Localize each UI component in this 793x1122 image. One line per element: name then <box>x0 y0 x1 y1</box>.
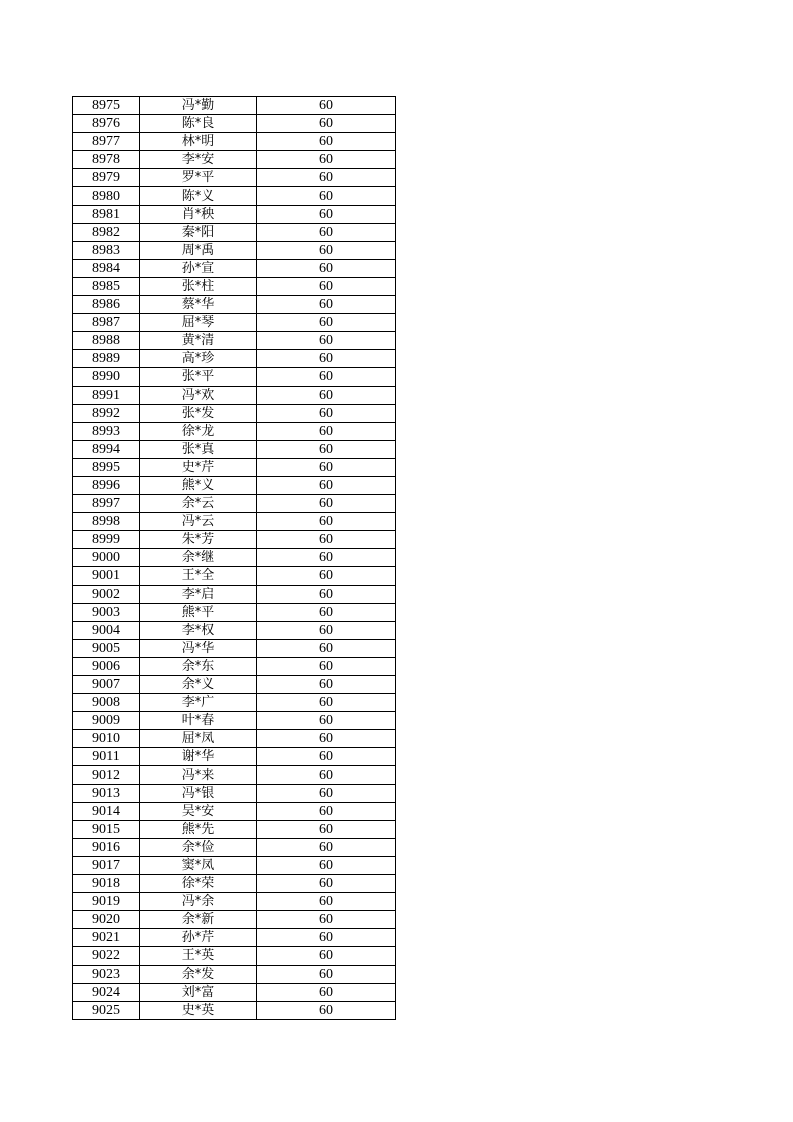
row-number-cell: 8980 <box>73 187 140 205</box>
table-row <box>73 259 396 277</box>
row-number-cell: 8992 <box>73 404 140 422</box>
row-number-cell: 8983 <box>73 241 140 259</box>
table-row <box>73 603 396 621</box>
name-cell: 罗*平 <box>140 169 257 187</box>
table-row <box>73 657 396 675</box>
name-cell: 冯*华 <box>140 639 257 657</box>
table-row <box>73 513 396 531</box>
amount-cell: 60 <box>257 676 396 694</box>
table-row <box>73 567 396 585</box>
table-row <box>73 476 396 494</box>
row-number-cell: 8991 <box>73 386 140 404</box>
amount-cell: 60 <box>257 314 396 332</box>
table-row <box>73 296 396 314</box>
table-row <box>73 495 396 513</box>
row-number-cell: 8995 <box>73 458 140 476</box>
table-row <box>73 549 396 567</box>
amount-cell: 60 <box>257 368 396 386</box>
table-row <box>73 983 396 1001</box>
row-number-cell: 8996 <box>73 476 140 494</box>
row-number-cell: 9009 <box>73 712 140 730</box>
table-row <box>73 893 396 911</box>
row-number-cell: 9020 <box>73 911 140 929</box>
row-number-cell: 8987 <box>73 314 140 332</box>
name-cell: 冯*余 <box>140 893 257 911</box>
name-cell: 叶*春 <box>140 712 257 730</box>
name-cell: 黄*清 <box>140 332 257 350</box>
table-row <box>73 802 396 820</box>
row-number-cell: 9010 <box>73 730 140 748</box>
table-row <box>73 947 396 965</box>
name-cell: 余*继 <box>140 549 257 567</box>
table-row <box>73 332 396 350</box>
name-cell: 王*英 <box>140 947 257 965</box>
row-number-cell: 8993 <box>73 422 140 440</box>
table-row <box>73 965 396 983</box>
row-number-cell: 8981 <box>73 205 140 223</box>
amount-cell: 60 <box>257 169 396 187</box>
name-cell: 余*发 <box>140 965 257 983</box>
table-row <box>73 187 396 205</box>
row-number-cell: 9007 <box>73 676 140 694</box>
amount-cell: 60 <box>257 458 396 476</box>
amount-cell: 60 <box>257 730 396 748</box>
name-cell: 肖*秧 <box>140 205 257 223</box>
name-cell: 吴*安 <box>140 802 257 820</box>
row-number-cell: 9024 <box>73 983 140 1001</box>
name-cell: 屈*凤 <box>140 730 257 748</box>
table-row <box>73 314 396 332</box>
amount-cell: 60 <box>257 965 396 983</box>
amount-cell: 60 <box>257 259 396 277</box>
row-number-cell: 9016 <box>73 838 140 856</box>
amount-cell: 60 <box>257 241 396 259</box>
amount-cell: 60 <box>257 657 396 675</box>
amount-cell: 60 <box>257 350 396 368</box>
row-number-cell: 9015 <box>73 820 140 838</box>
name-cell: 谢*华 <box>140 748 257 766</box>
table-row <box>73 277 396 295</box>
row-number-cell: 8977 <box>73 133 140 151</box>
row-number-cell: 8994 <box>73 440 140 458</box>
table-row <box>73 730 396 748</box>
amount-cell: 60 <box>257 748 396 766</box>
row-number-cell: 9003 <box>73 603 140 621</box>
amount-cell: 60 <box>257 820 396 838</box>
table-body <box>73 97 396 1020</box>
amount-cell: 60 <box>257 766 396 784</box>
amount-cell: 60 <box>257 621 396 639</box>
name-cell: 蔡*华 <box>140 296 257 314</box>
row-number-cell: 9005 <box>73 639 140 657</box>
table-row <box>73 440 396 458</box>
amount-cell: 60 <box>257 187 396 205</box>
table-row <box>73 621 396 639</box>
row-number-cell: 9012 <box>73 766 140 784</box>
name-cell: 张*柱 <box>140 277 257 295</box>
amount-cell: 60 <box>257 875 396 893</box>
name-cell: 熊*先 <box>140 820 257 838</box>
amount-cell: 60 <box>257 513 396 531</box>
row-number-cell: 9004 <box>73 621 140 639</box>
table-row <box>73 350 396 368</box>
row-number-cell: 8990 <box>73 368 140 386</box>
row-number-cell: 8978 <box>73 151 140 169</box>
table-row <box>73 748 396 766</box>
amount-cell: 60 <box>257 97 396 115</box>
name-cell: 史*芹 <box>140 458 257 476</box>
name-cell: 余*云 <box>140 495 257 513</box>
amount-cell: 60 <box>257 893 396 911</box>
table-row <box>73 585 396 603</box>
name-cell: 余*俭 <box>140 838 257 856</box>
data-table <box>72 96 396 1020</box>
amount-cell: 60 <box>257 802 396 820</box>
row-number-cell: 9001 <box>73 567 140 585</box>
row-number-cell: 8997 <box>73 495 140 513</box>
name-cell: 熊*义 <box>140 476 257 494</box>
name-cell: 李*权 <box>140 621 257 639</box>
table-row <box>73 929 396 947</box>
table-row <box>73 1001 396 1019</box>
amount-cell: 60 <box>257 983 396 1001</box>
table-row <box>73 856 396 874</box>
row-number-cell: 9025 <box>73 1001 140 1019</box>
name-cell: 孙*芹 <box>140 929 257 947</box>
row-number-cell: 9023 <box>73 965 140 983</box>
table-row <box>73 151 396 169</box>
amount-cell: 60 <box>257 694 396 712</box>
name-cell: 余*东 <box>140 657 257 675</box>
amount-cell: 60 <box>257 531 396 549</box>
amount-cell: 60 <box>257 386 396 404</box>
name-cell: 王*全 <box>140 567 257 585</box>
row-number-cell: 9017 <box>73 856 140 874</box>
name-cell: 刘*富 <box>140 983 257 1001</box>
amount-cell: 60 <box>257 947 396 965</box>
table-row <box>73 223 396 241</box>
name-cell: 冯*欢 <box>140 386 257 404</box>
name-cell: 冯*银 <box>140 784 257 802</box>
row-number-cell: 8984 <box>73 259 140 277</box>
name-cell: 李*安 <box>140 151 257 169</box>
amount-cell: 60 <box>257 639 396 657</box>
table-row <box>73 205 396 223</box>
table-row <box>73 875 396 893</box>
amount-cell: 60 <box>257 277 396 295</box>
table-row <box>73 766 396 784</box>
table-row <box>73 422 396 440</box>
name-cell: 徐*龙 <box>140 422 257 440</box>
table-row <box>73 458 396 476</box>
amount-cell: 60 <box>257 911 396 929</box>
row-number-cell: 9002 <box>73 585 140 603</box>
amount-cell: 60 <box>257 422 396 440</box>
row-number-cell: 8975 <box>73 97 140 115</box>
amount-cell: 60 <box>257 223 396 241</box>
row-number-cell: 9022 <box>73 947 140 965</box>
row-number-cell: 8985 <box>73 277 140 295</box>
row-number-cell: 9014 <box>73 802 140 820</box>
name-cell: 李*启 <box>140 585 257 603</box>
amount-cell: 60 <box>257 567 396 585</box>
name-cell: 余*义 <box>140 676 257 694</box>
table-row <box>73 368 396 386</box>
table-row <box>73 115 396 133</box>
amount-cell: 60 <box>257 404 396 422</box>
table-row <box>73 676 396 694</box>
name-cell: 陈*良 <box>140 115 257 133</box>
row-number-cell: 8982 <box>73 223 140 241</box>
row-number-cell: 8986 <box>73 296 140 314</box>
amount-cell: 60 <box>257 133 396 151</box>
name-cell: 张*真 <box>140 440 257 458</box>
table-row <box>73 911 396 929</box>
table-row <box>73 712 396 730</box>
table-row <box>73 169 396 187</box>
name-cell: 屈*琴 <box>140 314 257 332</box>
table-row <box>73 639 396 657</box>
amount-cell: 60 <box>257 115 396 133</box>
amount-cell: 60 <box>257 205 396 223</box>
amount-cell: 60 <box>257 151 396 169</box>
name-cell: 李*广 <box>140 694 257 712</box>
amount-cell: 60 <box>257 929 396 947</box>
table-row <box>73 820 396 838</box>
row-number-cell: 9018 <box>73 875 140 893</box>
amount-cell: 60 <box>257 495 396 513</box>
row-number-cell: 9006 <box>73 657 140 675</box>
row-number-cell: 8976 <box>73 115 140 133</box>
row-number-cell: 9000 <box>73 549 140 567</box>
row-number-cell: 9011 <box>73 748 140 766</box>
table-row <box>73 531 396 549</box>
name-cell: 冯*来 <box>140 766 257 784</box>
name-cell: 冯*云 <box>140 513 257 531</box>
table-row <box>73 838 396 856</box>
table-row <box>73 784 396 802</box>
name-cell: 孙*宣 <box>140 259 257 277</box>
amount-cell: 60 <box>257 296 396 314</box>
name-cell: 窦*凤 <box>140 856 257 874</box>
name-cell: 熊*平 <box>140 603 257 621</box>
name-cell: 张*平 <box>140 368 257 386</box>
table-row <box>73 694 396 712</box>
amount-cell: 60 <box>257 784 396 802</box>
name-cell: 林*明 <box>140 133 257 151</box>
row-number-cell: 8988 <box>73 332 140 350</box>
name-cell: 周*禹 <box>140 241 257 259</box>
name-cell: 张*发 <box>140 404 257 422</box>
table-row <box>73 97 396 115</box>
name-cell: 冯*勤 <box>140 97 257 115</box>
amount-cell: 60 <box>257 856 396 874</box>
name-cell: 朱*芳 <box>140 531 257 549</box>
table-row <box>73 241 396 259</box>
amount-cell: 60 <box>257 440 396 458</box>
name-cell: 陈*义 <box>140 187 257 205</box>
amount-cell: 60 <box>257 838 396 856</box>
row-number-cell: 9021 <box>73 929 140 947</box>
name-cell: 高*珍 <box>140 350 257 368</box>
name-cell: 徐*荣 <box>140 875 257 893</box>
amount-cell: 60 <box>257 549 396 567</box>
row-number-cell: 9019 <box>73 893 140 911</box>
name-cell: 史*英 <box>140 1001 257 1019</box>
table-row <box>73 386 396 404</box>
amount-cell: 60 <box>257 476 396 494</box>
amount-cell: 60 <box>257 585 396 603</box>
row-number-cell: 8989 <box>73 350 140 368</box>
amount-cell: 60 <box>257 332 396 350</box>
row-number-cell: 8998 <box>73 513 140 531</box>
amount-cell: 60 <box>257 603 396 621</box>
amount-cell: 60 <box>257 1001 396 1019</box>
row-number-cell: 8999 <box>73 531 140 549</box>
table-row <box>73 133 396 151</box>
row-number-cell: 8979 <box>73 169 140 187</box>
row-number-cell: 9008 <box>73 694 140 712</box>
name-cell: 余*新 <box>140 911 257 929</box>
amount-cell: 60 <box>257 712 396 730</box>
table-row <box>73 404 396 422</box>
row-number-cell: 9013 <box>73 784 140 802</box>
name-cell: 秦*阳 <box>140 223 257 241</box>
